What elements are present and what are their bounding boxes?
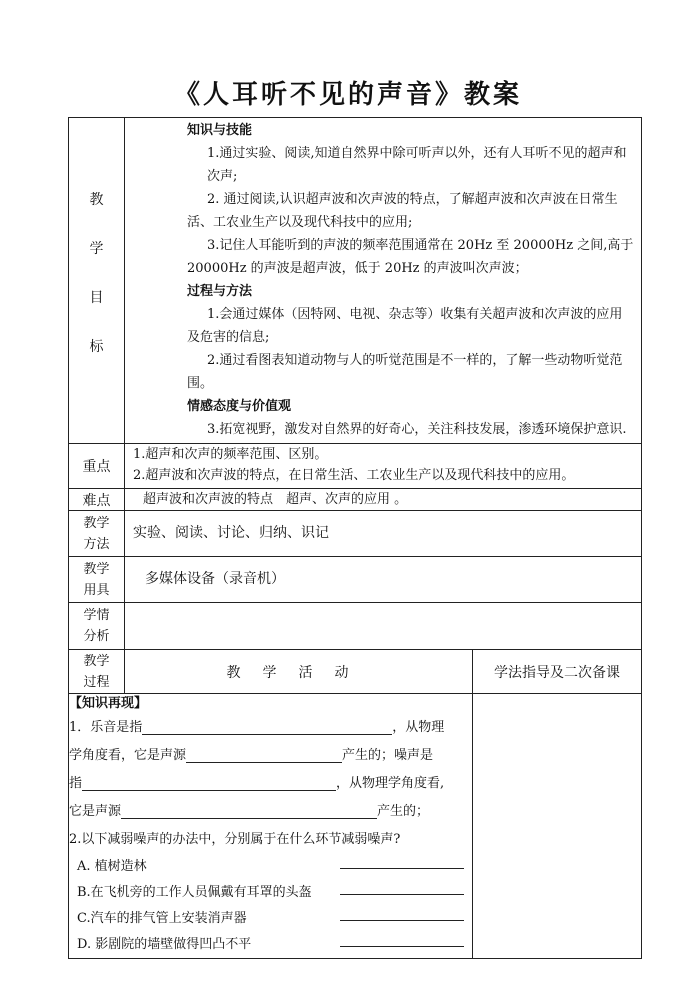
analysis-label: 学情 分析 (69, 603, 125, 650)
question-2: 2.以下减弱噪声的办法中，分别属于在什么环节减弱噪声? (69, 832, 401, 847)
answer-blank[interactable] (142, 720, 392, 735)
knowledge-item: 1.通过实验、阅读,知道自然界中除可听声以外，还有人耳听不见的超声和次声; (207, 146, 627, 184)
answer-blank[interactable] (340, 932, 464, 947)
objectives-row (69, 118, 642, 444)
answer-blank[interactable] (340, 906, 464, 921)
tools-row (69, 557, 642, 603)
process-header-row (69, 650, 642, 694)
activity-header: 教学活动 (125, 650, 473, 694)
answer-blank[interactable] (186, 748, 342, 763)
key-point-line: 1.超声和次声的频率范围、区别。 (133, 447, 328, 462)
review-content (69, 694, 473, 959)
objectives-label: 教 学 目 标 (69, 118, 125, 444)
methods-row (69, 511, 642, 557)
option-a: A. 植树造林 (69, 854, 472, 880)
answer-blank[interactable] (121, 804, 377, 819)
tools-label: 教学 用具 (69, 557, 125, 603)
difficulties-label: 难点 (69, 489, 125, 511)
option-d: D. 影剧院的墙壁做得凹凸不平 (69, 932, 472, 958)
tools-content: 多媒体设备（录音机） (125, 557, 642, 603)
process-content-row (69, 694, 642, 959)
knowledge-heading: 知识与技能 (187, 123, 253, 138)
analysis-row (69, 603, 642, 650)
guide-header: 学法指导及二次备课 (473, 650, 642, 694)
key-points-content (125, 444, 642, 489)
guide-content (473, 694, 642, 959)
answer-blank[interactable] (340, 880, 464, 895)
key-point-line: 2.超声波和次声波的特点，在日常生活、工农业生产以及现代科技中的应用。 (133, 468, 575, 483)
review-section-title: 【知识再现】 (69, 696, 148, 711)
process-item: 1.会通过媒体（因特网、电视、杂志等）收集有关超声波和次声波的应用及危害的信息; (187, 307, 623, 345)
key-points-label: 重点 (69, 444, 125, 489)
knowledge-item: 3.记住人耳能听到的声波的频率范围通常在 20Hz 至 20000Hz 之间,高于 20000Hz 的声波是超声波，低于 20Hz 的声波叫次声波； (187, 238, 634, 276)
question-1: 1．乐音是指 ，从物理 学角度看，它是声源 产生的；噪声是 指 ，从物理学角度看, 它是声源 产生的； (69, 720, 445, 819)
process-label: 教学 过程 (69, 650, 125, 694)
difficulties-row (69, 489, 642, 511)
process-heading: 过程与方法 (187, 284, 253, 299)
option-c: C.汽车的排气管上安装消声器 (69, 906, 472, 932)
difficulties-content: 超声波和次声波的特点 超声、次声的应用 。 (125, 489, 642, 511)
methods-label: 教学 方法 (69, 511, 125, 557)
methods-content: 实验、阅读、讨论、归纳、识记 (125, 511, 642, 557)
page-title: 《人耳听不见的声音》教案 (173, 80, 522, 110)
lesson-plan-table (68, 117, 642, 959)
knowledge-item: 2. 通过阅读,认识超声波和次声波的特点，了解超声波和次声波在日常生活、工农业生产以及现代科技中的应用; (187, 192, 618, 230)
process-item: 2.通过看图表知道动物与人的听觉范围是不一样的，了解一些动物听觉范围。 (187, 353, 623, 391)
option-b: B.在飞机旁的工作人员佩戴有耳罩的头盔 (69, 880, 472, 906)
answer-blank[interactable] (340, 854, 464, 869)
answer-blank[interactable] (82, 776, 336, 791)
key-points-row (69, 444, 642, 489)
emotion-item: 3.拓宽视野，激发对自然界的好奇心，关注科技发展，渗透环境保护意识. (207, 422, 627, 437)
objectives-content (125, 118, 642, 444)
analysis-content (125, 603, 642, 650)
emotion-heading: 情感态度与价值观 (187, 399, 292, 414)
